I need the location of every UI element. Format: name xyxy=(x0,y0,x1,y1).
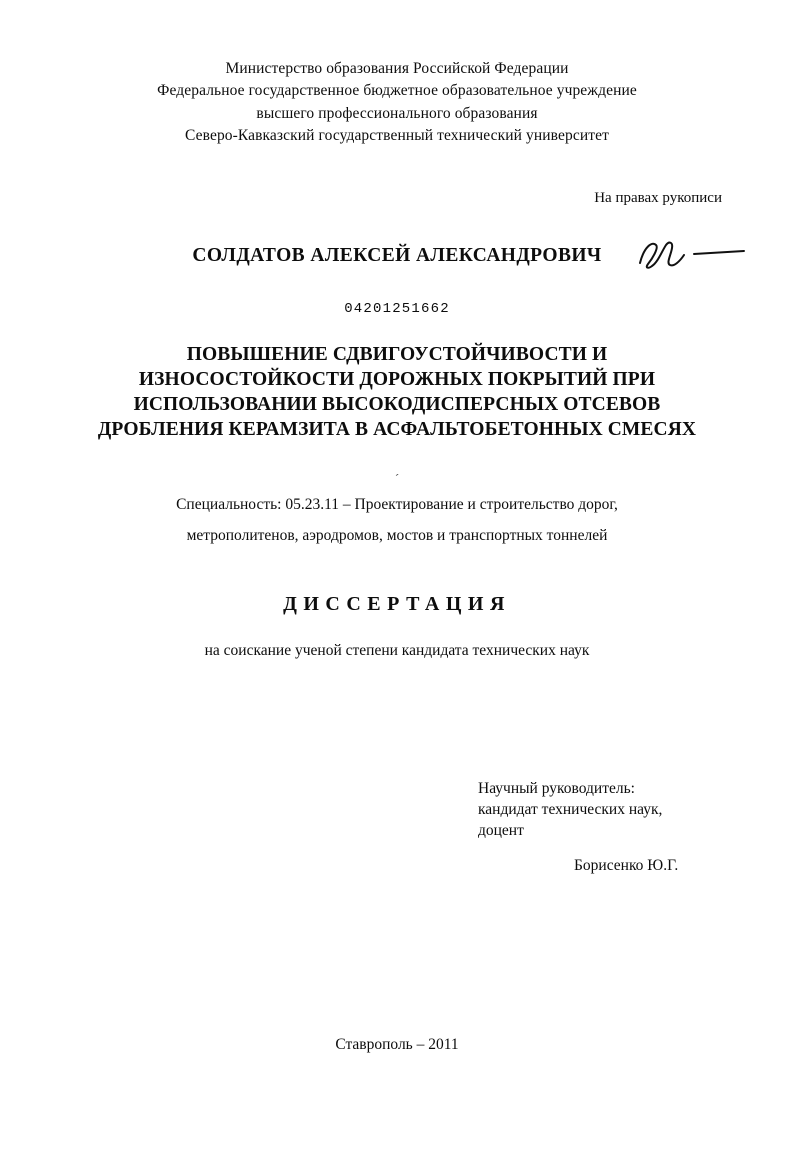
ministry-line-2: Федеральное государственное бюджетное образовательное учреждение xyxy=(157,82,637,100)
title-line-4: ДРОБЛЕНИЯ КЕРАМЗИТА В АСФАЛЬТОБЕТОННЫХ СМЕСЯХ xyxy=(97,419,697,441)
author-row xyxy=(0,245,794,279)
title-line-2: ИЗНОСОСТОЙКОСТИ ДОРОЖНЫХ ПОКРЫТИЙ ПРИ xyxy=(138,369,656,391)
supervisor-block xyxy=(0,778,794,876)
author-name: СОЛДАТОВ АЛЕКСЕЙ АЛЕКСАНДРОВИЧ xyxy=(192,245,602,267)
supervisor-rank: доцент xyxy=(478,822,524,840)
document-title xyxy=(0,343,794,443)
supervisor-degree: кандидат технических наук, xyxy=(478,801,663,819)
work-type: ДИССЕРТАЦИЯ xyxy=(283,593,511,616)
title-line-3: ИСПОЛЬЗОВАНИИ ВЫСОКОДИСПЕРСНЫХ ОТСЕВОВ xyxy=(133,394,661,416)
ministry-line-4: Северо-Кавказский государственный технический университет xyxy=(185,126,609,144)
handwritten-signature-icon xyxy=(632,233,752,273)
ministry-block xyxy=(0,58,794,147)
supervisor-name: Борисенко Ю.Г. xyxy=(574,857,679,875)
degree-statement: на соискание ученой степени кандидата технических наук xyxy=(204,642,590,660)
speciality-line-2: метрополитенов, аэродромов, мостов и транспортных тоннелей xyxy=(186,527,608,545)
supervisor-label: Научный руководитель: xyxy=(478,780,635,798)
place-and-year: Ставрополь – 2011 xyxy=(335,1036,459,1053)
speciality-block xyxy=(0,489,794,551)
speciality-line-1: Специальность: 05.23.11 – Проектирование и строительство дорог, xyxy=(176,496,618,514)
ministry-line-1: Министерство образования Российской Федерации xyxy=(225,60,569,77)
title-line-1: ПОВЫШЕНИЕ СДВИГОУСТОЙЧИВОСТИ И xyxy=(186,344,608,366)
manuscript-note: На правах рукописи xyxy=(594,190,722,207)
stray-tick-mark: ´ xyxy=(394,471,400,487)
document-code: 04201251662 xyxy=(344,301,450,318)
ministry-line-3: высшего профессионального образования xyxy=(256,104,538,122)
title-page xyxy=(0,58,794,1171)
